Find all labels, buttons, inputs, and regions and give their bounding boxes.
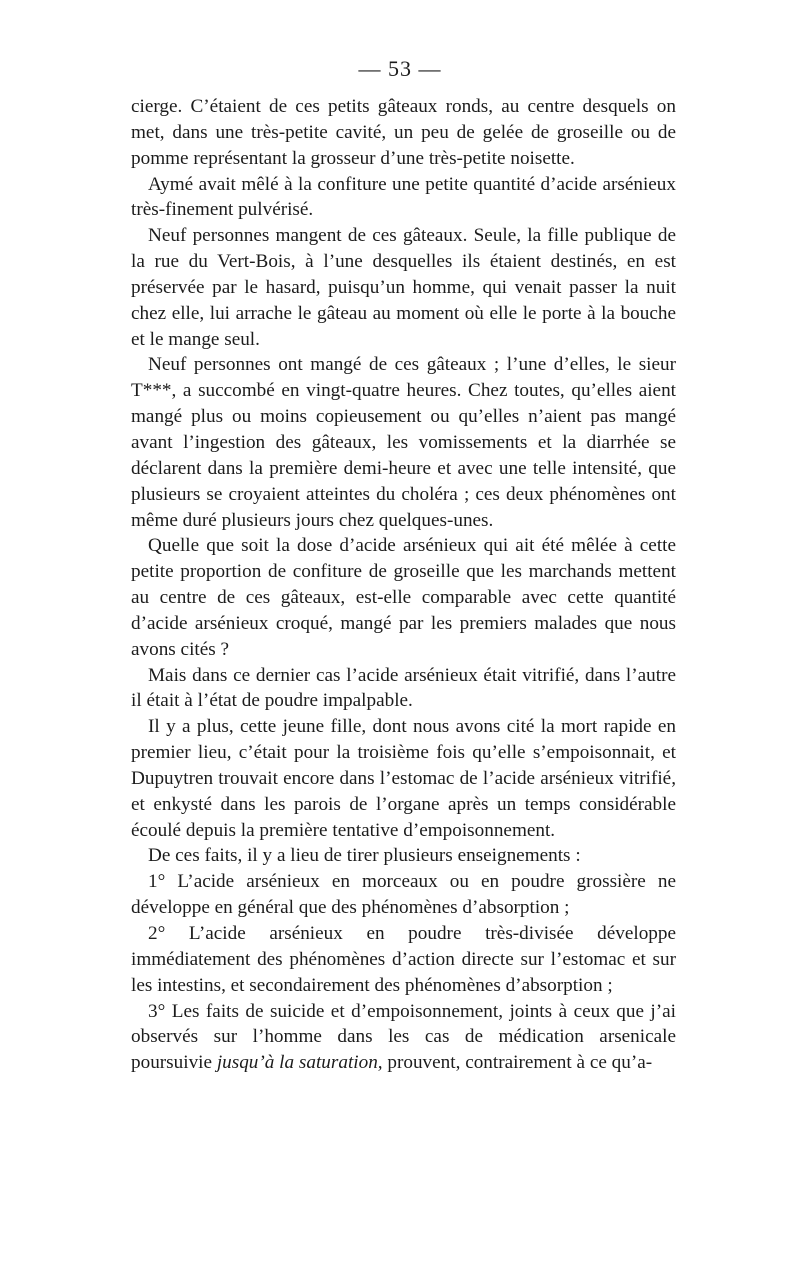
body-text — [131, 94, 676, 1076]
paragraph-point-3 — [131, 999, 676, 1077]
paragraph-neuf-personnes-mangent: Neuf personnes mangent de ces gâteaux. Seule, la fille publique de la rue du Vert-Bois, à l’une desquelles ils étaient destinés, en est préservée par le hasard, puisqu’un homme, qui venait passer la nuit chez elle, lui arrache le gâteau au moment où elle le porte à la bouche et le mange seul. — [131, 225, 676, 350]
page-number: — 53 — — [358, 56, 442, 81]
point-3-italic-phrase: jusqu’à la saturation, — [216, 1052, 383, 1074]
paragraph-neuf-personnes-ont-mange: Neuf personnes ont mangé de ces gâteaux ; l’une d’elles, le sieur T***, a succombé en vingt-quatre heures. Chez toutes, qu’elles aient mangé plus ou moins copieusement ou qu’elles n’aient pas mangé avant l’ingestion des gâteaux, les vomissements et la diarrhée se déclarent dans la première demi-heure et avec une telle intensité, que plusieurs se croyaient atteintes du choléra ; ces deux phénomènes ont même duré plusieurs jours chez quelques-unes. — [131, 354, 676, 531]
paragraph-vitrifie: Mais dans ce dernier cas l’acide arsénieux était vitrifié, dans l’autre il était à l’état de poudre impalpable. — [131, 664, 676, 712]
paragraph-point-1: 1° L’acide arsénieux en morceaux ou en poudre grossière ne développe en général que des phénomènes d’absorption ; — [131, 871, 676, 919]
paragraph-enseignements: De ces faits, il y a lieu de tirer plusieurs enseignements : — [148, 845, 581, 867]
paragraph-jeune-fille: Il y a plus, cette jeune fille, dont nous avons cité la mort rapide en premier lieu, c’était pour la troisième fois qu’elle s’empoisonnait, et Dupuytren trouvait encore dans l’estomac de l’acide arsénieux vitrifié, et enkysté dans les parois de l’organe après un temps considérable écoulé depuis la première tentative d’empoisonnement. — [131, 716, 676, 841]
point-3-text-before: 3° Les faits de suicide et d’empoisonnement, joints à ceux que j’ai observés sur l’homme dans les cas de médication arsenicale poursuivie — [131, 1000, 676, 1074]
paragraph-confiture: Aymé avait mêlé à la confiture une petite quantité d’acide arsénieux très-finement pulvérisé. — [131, 173, 676, 221]
point-3-text-after: prouvent, contrairement à ce qu’a- — [382, 1052, 653, 1074]
paragraph-point-2: 2° L’acide arsénieux en poudre très-divisée développe immédiatement des phénomènes d’action directe sur l’estomac et sur les intestins, et secondairement des phénomènes d’absorption ; — [131, 923, 676, 996]
paragraph-dose-question: Quelle que soit la dose d’acide arsénieux qui ait été mêlée à cette petite proportion de confiture de groseille que les marchands mettent au centre de ces gâteaux, est-elle comparable avec cette quantité d’acide arsénieux croqué, mangé par les premiers malades que nous avons cités ? — [131, 535, 676, 660]
paragraph-continuation: cierge. C’étaient de ces petits gâteaux ronds, au centre desquels on met, dans une très-petite cavité, un peu de gelée de groseille ou de pomme représentant la grosseur d’une très-petite noisette. — [131, 96, 676, 169]
